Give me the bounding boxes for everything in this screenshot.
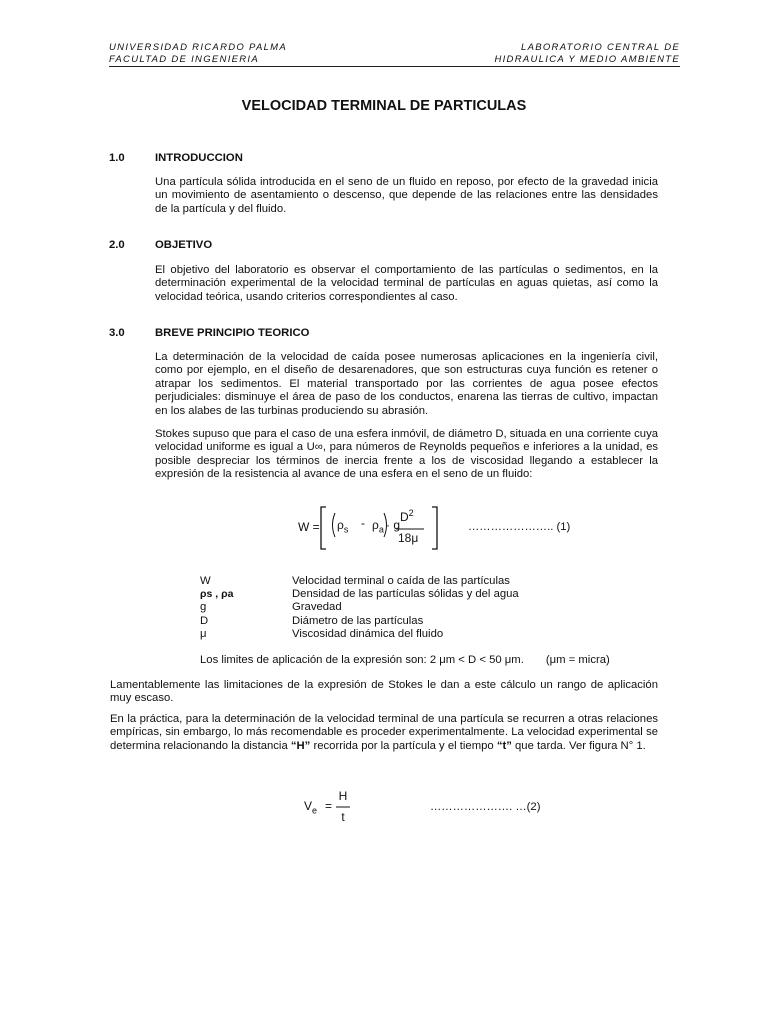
symbol: D [200,614,209,627]
section-title: INTRODUCCION [155,152,243,164]
document-title: VELOCIDAD TERMINAL DE PARTICULAS [241,98,527,114]
section-number: 2.0 [109,239,125,251]
section-number: 3.0 [109,327,125,339]
symbol-definition: Viscosidad dinámica del fluido [292,627,444,640]
symbol: μ [200,627,207,640]
section-title: BREVE PRINCIPIO TEORICO [155,327,310,339]
eq1-gravity: · g [386,518,401,532]
limits-note: (μm = micra) [545,654,610,666]
header-lab: LABORATORIO CENTRAL DE [521,42,680,53]
eq2-equals: = [325,799,333,813]
paragraph-lamentablemente: Lamentablemente las limitaciones de la expresión de Stokes le dan a este cálculo un rango de aplicación muy escaso. [110,679,658,705]
eq1-denominator: 18μ [398,531,419,545]
section-title: OBJETIVO [155,239,213,251]
paragraph-introduccion: Una partícula sólida introducida en el seno de un fluido en reposo, por efecto de la gravedad inicia un movimiento de asentamiento o descenso, que depende de las relaciones entre las densidades de la partícula y del fluido. [155,176,658,215]
application-limits [200,654,610,666]
eq1-number: ………………….. (1) [468,521,571,533]
limits-text: Los limites de aplicación de la expresión son: 2 μm < D < 50 μm. [200,654,524,666]
practica-text-c: que tarda. Ver figura N° 1. [511,739,646,752]
paragraph-principio-1: La determinación de la velocidad de caída posee numerosas aplicaciones en la ingeniería civil, como por ejemplo, en el diseño de desarenadores, que son estructuras cuya función es retener o atrapar los sedimentos. El material transportado por las corrientes de agua posee efectos perjudiciales: disminuye el área de paso de los conductos, enarena las tierras de cultivo, impactan en los alabes de las turbinas produciendo su abrasión. [155,351,658,417]
paragraph-practica [110,713,658,753]
symbol: ρs , ρa [200,588,234,601]
header-university: UNIVERSIDAD RICARDO PALMA [109,42,288,53]
symbol-definition: Velocidad terminal o caída de las partículas [292,575,510,587]
practica-H: “H” [290,739,311,752]
eq1-rho-a: $\rho_a$ [372,518,384,535]
header-rule [109,66,680,67]
symbol-definition: Diámetro de las partículas [292,614,424,627]
eq1-rho-s: $\rho_s$ [337,518,349,535]
practica-text-b: recorrida por la partícula y el tiempo [310,739,497,752]
symbol-definition: Densidad de las partículas sólidas y del agua [292,588,519,601]
header-faculty: FACULTAD DE INGENIERIA [109,54,260,65]
eq1-numerator: $D^2$ [400,508,414,524]
symbol: W [200,575,211,587]
eq2-numerator: H [338,789,348,803]
header-right [494,42,680,66]
paragraph-principio-2: Stokes supuso que para el caso de una esfera inmóvil, de diámetro D, situada en una corriente cuya velocidad uniforme es igual a U∞, para números de Reynolds pequeños e inferiores a la unidad, es posible despreciar los términos de inercia frente a los de viscosidad llegando a establecer la expresión de la resistencia al avance de una esfera en el seno de un fluido: [155,428,659,481]
paragraph-objetivo: El objetivo del laboratorio es observar el comportamiento de las partículas o sedimentos, en la determinación experimental de la velocidad terminal de partículas en aguas quietas, así como la velocidad teórica, usando criterios correspondientes al caso. [155,264,658,303]
eq2-lhs: $V_e$ [304,799,318,816]
eq2-number: …………………. …(2) [430,801,541,813]
eq1-minus: - [361,516,365,530]
symbol-definition: Gravedad [292,601,342,614]
header-left [109,42,287,66]
eq2-denominator: t [341,810,345,824]
eq2-fraction-bar [336,806,350,808]
section-number: 1.0 [109,152,125,164]
symbol: g [200,601,207,614]
eq1-lhs: W = [298,520,320,534]
practica-text-a: En la práctica, para la determinación de la velocidad terminal de una partícula se recurren a otras relaciones empíricas, sin embargo, lo más recomendable es proceder experimentalmente. La velocidad experimental se determina relacionando la distancia [110,713,658,752]
header-department: HIDRAULICA Y MEDIO AMBIENTE [494,54,680,65]
practica-t: “t” [496,739,512,752]
